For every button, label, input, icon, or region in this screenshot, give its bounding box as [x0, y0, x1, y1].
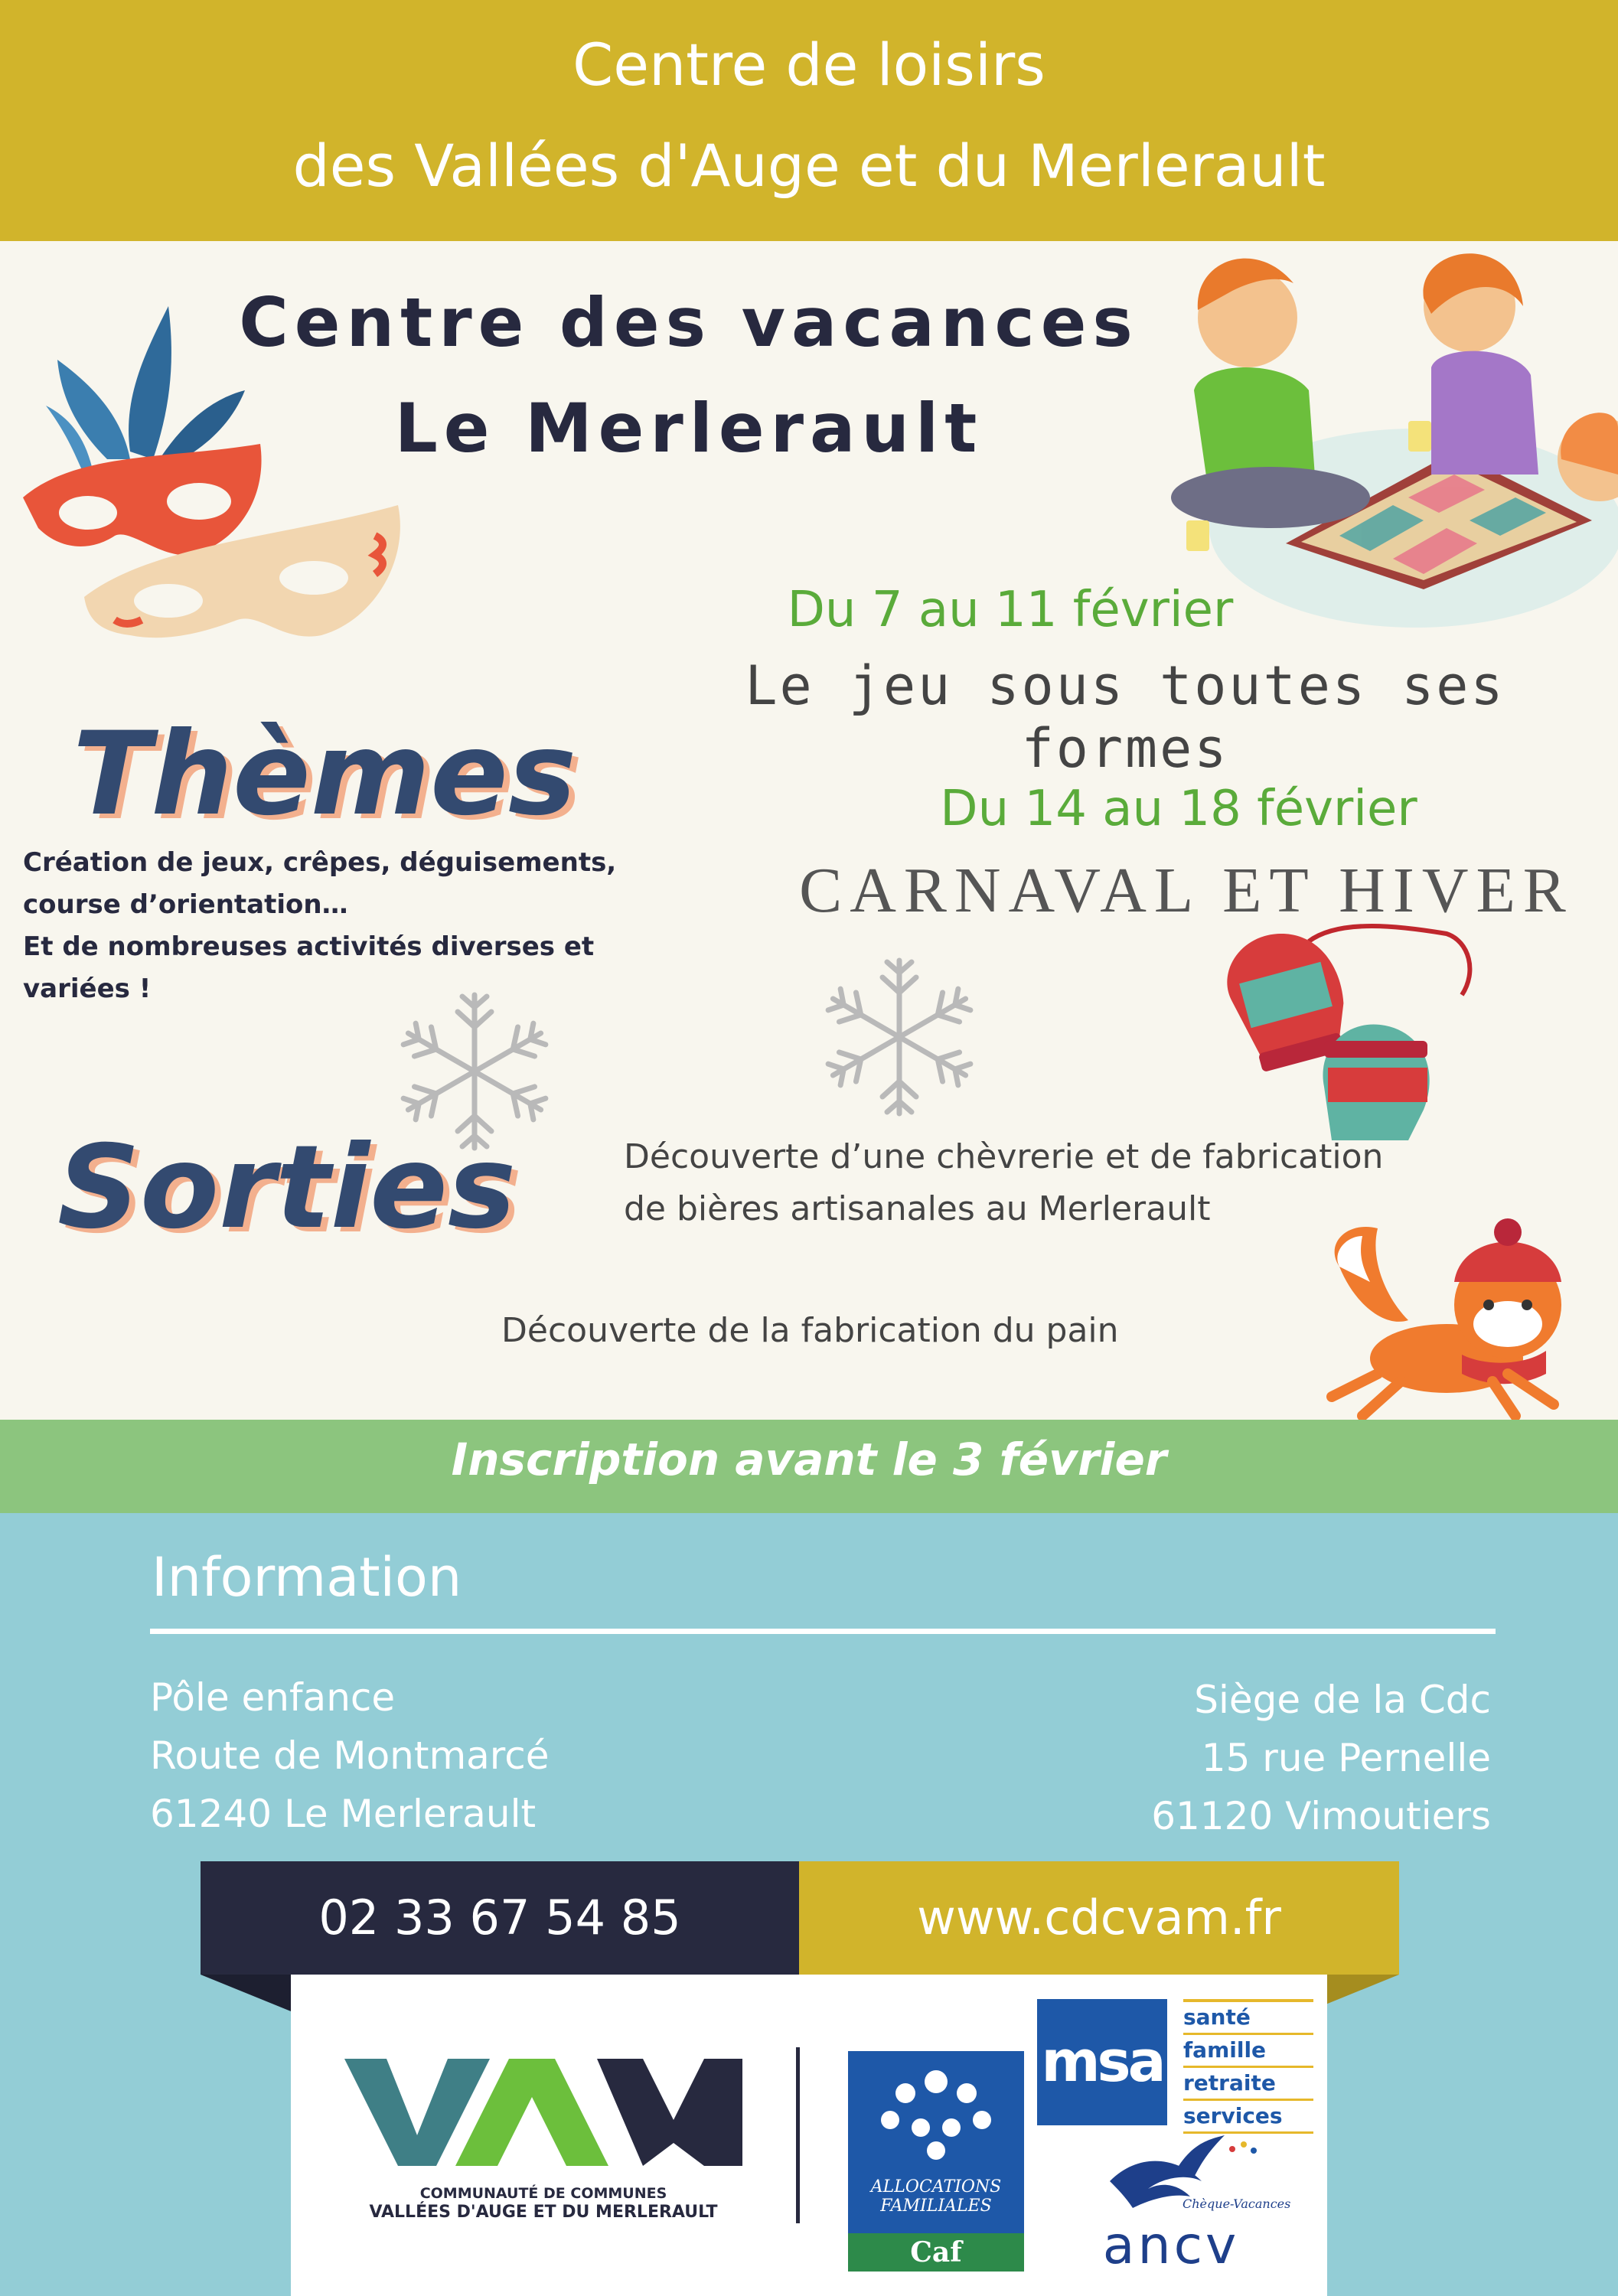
ancv-caption: Chèque-Vacances — [1183, 2197, 1291, 2211]
msa-logo — [1037, 1999, 1167, 2125]
themes-line-4: variées ! — [23, 974, 152, 1004]
caf-logo — [848, 2051, 1024, 2272]
vam-caption-2: VALLÉES D'AUGE ET DU MERLERAULT — [369, 2203, 718, 2222]
caf-short: Caf — [848, 2233, 1024, 2272]
caf-line-1: ALLOCATIONS — [870, 2177, 1002, 2197]
week-2-dates: Du 14 au 18 février — [940, 781, 1417, 837]
mittens-icon — [1217, 911, 1485, 1148]
page-title-line-1: Centre des vacances — [239, 283, 1139, 362]
vam-caption-1: COMMUNAUTÉ DE COMMUNES — [419, 2185, 667, 2202]
msa-item-2: famille — [1183, 2035, 1313, 2068]
address-left-line-1: Pôle enfance — [150, 1675, 396, 1720]
page-title-line-2: Le Merlerault — [394, 389, 984, 468]
themes-heading: Thèmes — [73, 708, 577, 841]
fox-illustration — [1316, 1213, 1592, 1420]
inscription-deadline: Inscription avant le 3 février — [451, 1433, 1167, 1486]
snowflake-icon — [815, 953, 984, 1121]
vam-logo — [344, 2051, 742, 2174]
themes-text — [23, 842, 674, 1010]
caf-line-2: FAMILIALES — [880, 2197, 992, 2216]
address-right-line-2: 15 rue Pernelle — [1201, 1736, 1491, 1780]
address-siege-cdc — [880, 1671, 1491, 1845]
logo-separator — [796, 2047, 800, 2223]
msa-item-3: retraite — [1183, 2068, 1313, 2101]
information-title: Information — [152, 1546, 462, 1609]
themes-line-1: Création de jeux, crêpes, déguisements, — [23, 847, 617, 878]
address-right-line-3: 61120 Vimoutiers — [1151, 1794, 1491, 1838]
website-link[interactable]: www.cdcvam.fr — [917, 1890, 1281, 1945]
address-left-line-3: 61240 Le Merlerault — [150, 1792, 537, 1836]
themes-line-2: course d’orientation… — [23, 889, 348, 920]
sorties-item-1-line-1: Découverte d’une chèvrerie et de fabrication — [624, 1137, 1384, 1176]
information-divider — [150, 1629, 1496, 1634]
sorties-heading: Sorties — [57, 1121, 517, 1254]
phone-number[interactable]: 02 33 67 54 85 — [318, 1890, 681, 1945]
msa-item-4: services — [1183, 2101, 1313, 2134]
msa-services — [1183, 1999, 1313, 2134]
ancv-wordmark: ancv — [1102, 2216, 1240, 2276]
sorties-item-2: Découverte de la fabrication du pain — [501, 1311, 1119, 1350]
website-panel — [799, 1861, 1399, 1975]
themes-line-3: Et de nombreuses activités diverses et — [23, 931, 595, 962]
week-1-dates: Du 7 au 11 février — [787, 582, 1234, 638]
address-pole-enfance — [150, 1668, 762, 1843]
header-line-1: Centre de loisirs — [572, 31, 1046, 99]
address-right-line-1: Siège de la Cdc — [1194, 1678, 1491, 1722]
phone-panel — [201, 1861, 799, 1975]
msa-item-1: santé — [1183, 2002, 1313, 2035]
sorties-item-1-line-2: de bières artisanales au Merlerault — [624, 1189, 1211, 1228]
week-1-theme: Le jeu sous toutes ses formes — [745, 654, 1505, 780]
header-line-2: des Vallées d'Auge et du Merlerault — [292, 132, 1326, 200]
msa-letters: msa — [1041, 2029, 1163, 2095]
address-left-line-2: Route de Montmarcé — [150, 1733, 550, 1778]
week-2-theme: CARNAVAL ET HIVER — [799, 855, 1574, 926]
caf-family-icon — [848, 2051, 1024, 2174]
